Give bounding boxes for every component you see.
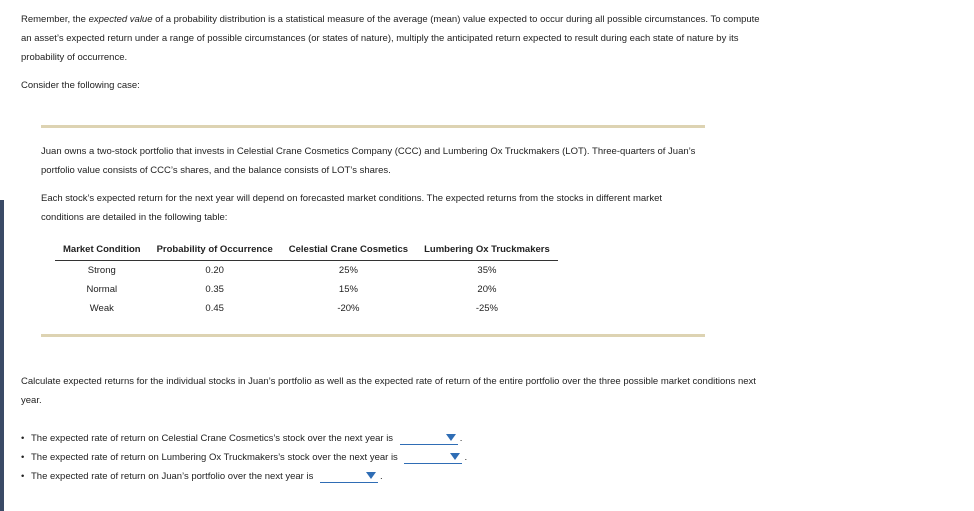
- cell-probability: 0.45: [205, 303, 224, 314]
- consider-text: Consider the following case:: [21, 80, 140, 91]
- portfolio-return-dropdown[interactable]: [320, 470, 378, 483]
- chevron-down-icon[interactable]: [446, 434, 456, 441]
- left-edge-bar: [0, 200, 4, 511]
- table-header-row: [55, 241, 558, 261]
- intro-paragraph: [21, 10, 761, 67]
- answer-text: The expected rate of return on Juan’s portfolio over the next year is: [31, 471, 314, 482]
- intro-text-1: Remember, the: [21, 14, 89, 25]
- bullet: •: [21, 471, 25, 482]
- cell-probability: 0.35: [205, 284, 224, 295]
- header-market-condition: Market Condition: [55, 241, 149, 261]
- cell-condition: Strong: [87, 265, 116, 276]
- calculation-prompt: Calculate expected returns for the individual stocks in Juan’s portfolio as well as the expected rate of return of the entire portfolio over the three possible market conditions next year.: [21, 376, 756, 406]
- cell-ccc-return: -20%: [337, 303, 360, 314]
- bullet: •: [21, 452, 25, 463]
- table-row: [55, 299, 558, 318]
- cell-lot-return: 20%: [477, 284, 497, 295]
- trailing-period: .: [380, 471, 383, 482]
- intro-text-2: of a probability distribution is a statistical measure of the average (mean) value expected to occur during all possible circumstances. To compute an asset’s expected return under a range of possible circumstances (or states of nature), multiply the anticipated return expected to result during each state of nature by its probability of occurrence.: [21, 14, 760, 63]
- cell-lot-return: -25%: [475, 303, 499, 314]
- case-top-rule: [41, 125, 705, 128]
- trailing-period: .: [459, 433, 463, 444]
- trailing-period: .: [464, 452, 468, 463]
- case-bottom-rule: [41, 334, 705, 337]
- cell-lot-return: 35%: [477, 265, 497, 276]
- intro-emphasis: expected value: [88, 14, 153, 25]
- bullet: •: [21, 433, 25, 444]
- cell-ccc-return: 15%: [338, 284, 358, 295]
- cell-condition: Weak: [89, 303, 114, 314]
- header-probability: Probability of Occurrence: [149, 241, 281, 261]
- header-lot: Lumbering Ox Truckmakers: [416, 241, 558, 261]
- answer-item-ccc: [21, 429, 467, 448]
- table-row: [55, 261, 558, 281]
- table-row: [55, 280, 558, 299]
- answer-item-portfolio: [21, 467, 467, 486]
- cell-ccc-return: 25%: [338, 265, 358, 276]
- case-box: [41, 125, 705, 314]
- case-paragraph-1: Juan owns a two-stock portfolio that invests in Celestial Crane Cosmetics Company (CCC) and Lumbering Ox Truckmakers (LOT). Three-quarters of Juan’s portfolio value consists of CCC’s shares, and the balance consists of LOT’s shares.: [41, 146, 696, 176]
- cell-condition: Normal: [86, 284, 118, 295]
- lot-return-dropdown[interactable]: [404, 451, 462, 464]
- chevron-down-icon[interactable]: [366, 472, 376, 479]
- answer-list: [21, 429, 467, 486]
- answer-text: The expected rate of return on Lumbering Ox Truckmakers’s stock over the next year is: [31, 452, 398, 463]
- chevron-down-icon[interactable]: [450, 453, 460, 460]
- answer-item-lot: [21, 448, 467, 467]
- cell-probability: 0.20: [205, 265, 224, 276]
- case-paragraph-2: Each stock’s expected return for the next year will depend on forecasted market conditions. The expected returns from the stocks in different market conditions are detailed in the following table:: [41, 193, 662, 223]
- answer-text: The expected rate of return on Celestial Crane Cosmetics’s stock over the next year is: [31, 433, 394, 444]
- header-ccc: Celestial Crane Cosmetics: [281, 241, 416, 261]
- ccc-return-dropdown[interactable]: [400, 432, 458, 445]
- returns-table: [55, 241, 558, 318]
